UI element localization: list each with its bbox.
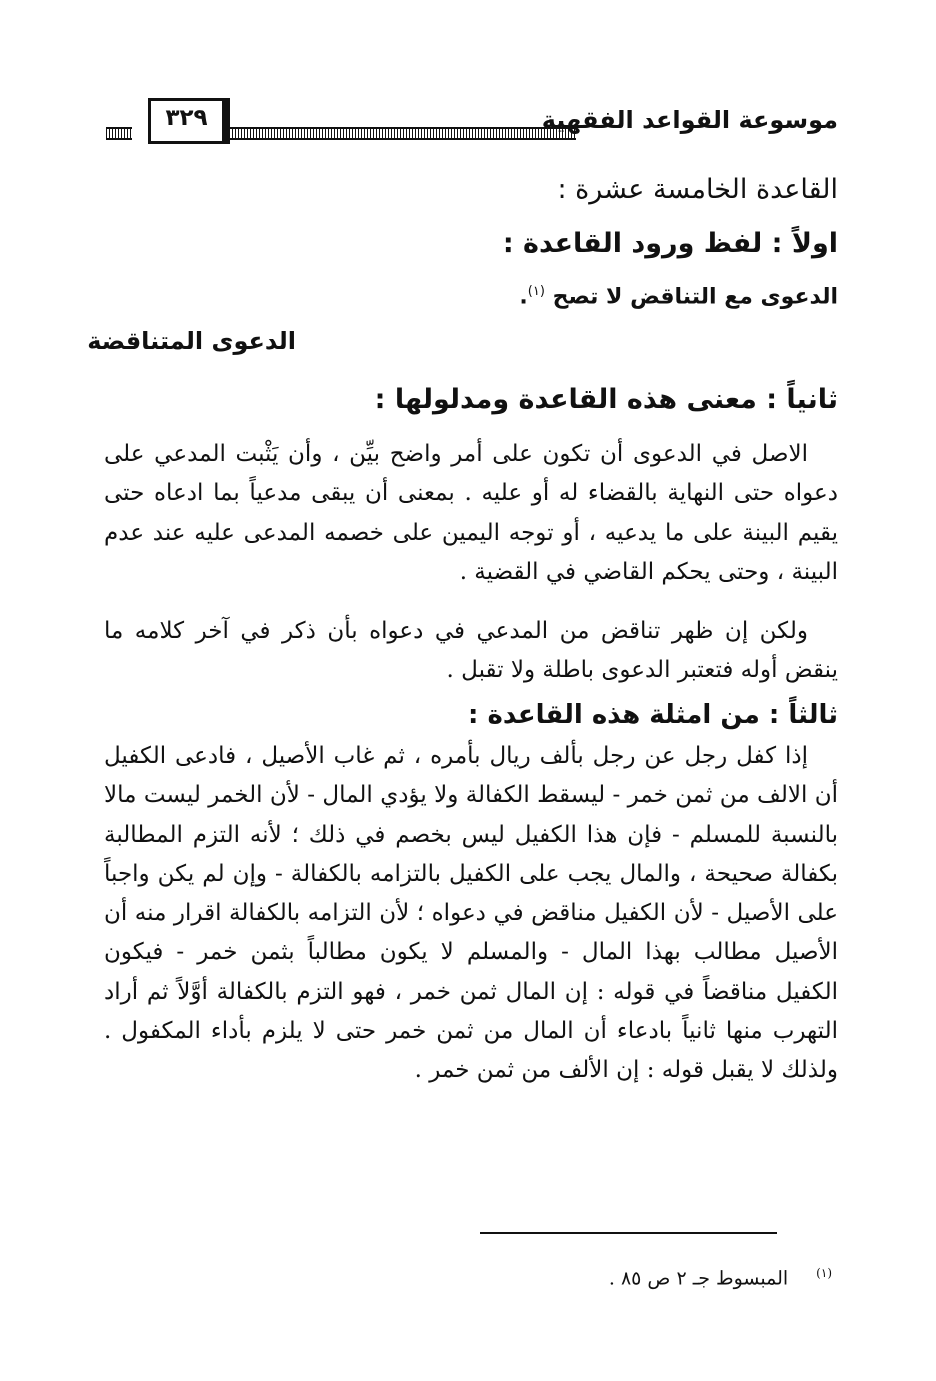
footnote-rule: [480, 1232, 777, 1234]
meaning-paragraph-2: [104, 612, 838, 691]
examples-heading: ثالثاً : من امثلة هذه القاعدة :: [468, 700, 838, 730]
rule-text: الدعوى مع التناقض لا تصح: [552, 284, 838, 310]
footnote-text: المبسوط جـ ٢ ص ٨٥ .: [608, 1267, 789, 1290]
meaning-paragraph-1-text: الاصل في الدعوى أن تكون على أمر واضح بيِّن ، وأن يَثْبت المدعي على دعواه حتى النهاية بالقضاء له أو عليه . بمعنى أن يبقى مدعياً بما ادعاه حتى يقيم البينة على ما يدعيه ، أو توجه اليمين على خصمه المدعى عليه عند عدم البينة ، وحتى يحكم القاضي في القضية .: [104, 441, 838, 585]
footnote-ref: (١): [527, 284, 545, 299]
running-title: موسوعة القواعد الفقهية: [541, 106, 838, 134]
footnote: [609, 1258, 832, 1293]
rule-statement: [519, 284, 838, 309]
page-number: ٣٢٩: [148, 98, 230, 144]
meaning-heading: ثانياً : معنى هذه القاعدة ومدلولها :: [374, 384, 838, 415]
meaning-paragraph-1: [104, 435, 838, 592]
meaning-paragraph-2-text: ولكن إن ظهر تناقض من المدعي في دعواه بأن ذكر في آخر كلامه ما ينقض أوله فتعتبر الدعوى باطلة ولا تقبل .: [104, 618, 838, 684]
first-wording-heading: اولاً : لفظ ورود القاعدة :: [502, 228, 838, 259]
footnote-marker: (١): [816, 1266, 832, 1280]
alt-wording: الدعوى المتناقضة: [87, 327, 296, 355]
example-paragraph-text: إذا كفل رجل عن رجل بألف ريال بأمره ، ثم غاب الأصيل ، فادعى الكفيل أن الالف من ثمن خمر - ليسقط الكفالة ولا يؤدي المال - لأن الخمر ليست مالا بالنسبة للمسلم - فإن هذا الكفيل ليس بخصم في ذلك ؛ لأنه التزم المطالبة بكفالة صحيحة ، والمال يجب على الكفيل بالتزامه بالكفالة - وإن لم يكن واجباً على الأصيل - لأن الكفيل مناقض في دعواه ؛ لأن التزامه بالكفالة اقرار منه أن الأصيل مطالب بهذا المال - والمسلم لا يكون مطالباً بثمن خمر - فيكون الكفيل مناقضاً في قوله : إن المال ثمن خمر ، فهو التزم بالكفالة أوَّلاً ثم أراد التهرب منها ثانياً بادعاء أن المال من ثمن خمر حتى لا يلزم بأداء المكفول . ولذلك لا يقبل قوله : إن الألف من ثمن خمر .: [104, 743, 838, 1084]
example-paragraph: [104, 737, 838, 1091]
rule-title: القاعدة الخامسة عشرة :: [557, 174, 838, 205]
rule-end-dot: .: [519, 284, 528, 310]
